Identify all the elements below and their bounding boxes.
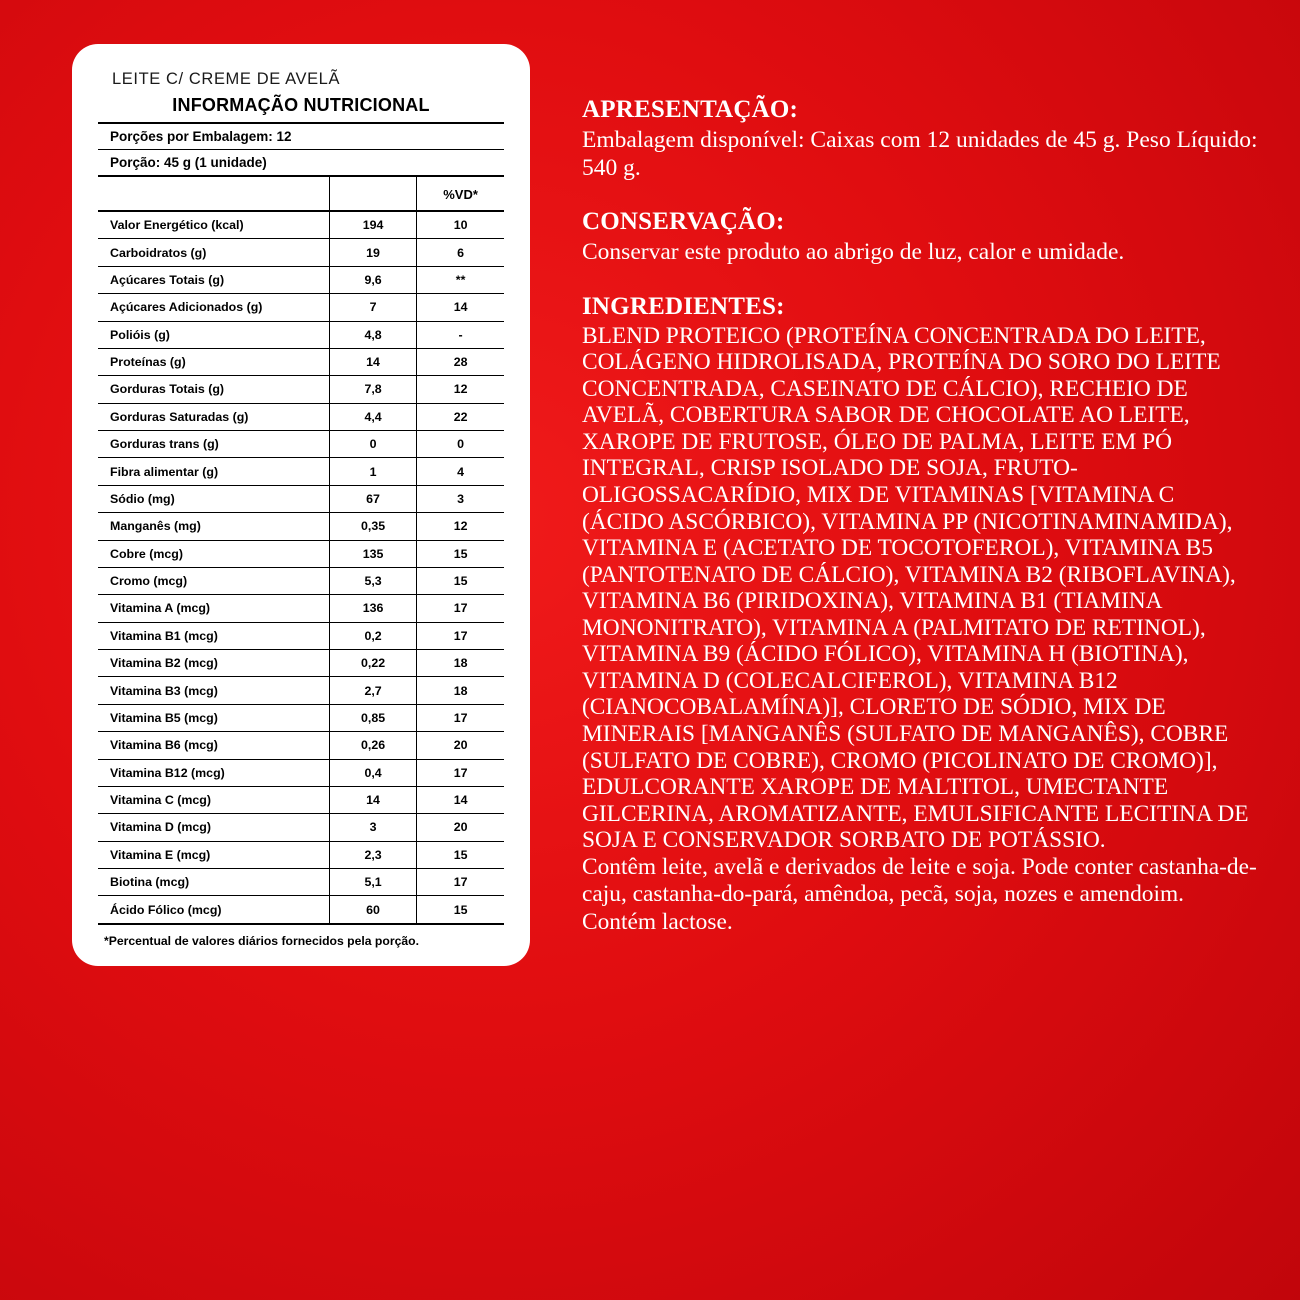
nutrient-name: Ácido Fólico (mcg) [98,896,329,924]
nutrition-table [98,177,504,925]
nutrient-amount: 4,4 [329,403,416,430]
nutrient-name: Vitamina E (mcg) [98,841,329,868]
nutrient-name: Vitamina D (mcg) [98,814,329,841]
table-row [98,650,504,677]
nutrient-vd: 12 [417,513,504,540]
table-row [98,677,504,704]
nutrition-facts-panel [72,44,530,966]
table-row [98,348,504,375]
nutrient-vd: 20 [417,814,504,841]
nutrient-amount: 60 [329,896,416,924]
table-row [98,759,504,786]
ingredients-heading: INGREDIENTES: [582,292,785,320]
nutrient-amount: 14 [329,348,416,375]
column-header-nutrient [98,177,329,211]
nutrient-amount: 136 [329,595,416,622]
nutrient-name: Sódio (mg) [98,485,329,512]
table-row [98,458,504,485]
nutrient-vd: 22 [417,403,504,430]
nutrient-amount: 194 [329,211,416,239]
nutrient-name: Manganês (mg) [98,513,329,540]
nutrient-vd: 14 [417,786,504,813]
table-row [98,814,504,841]
nutrient-amount: 2,3 [329,841,416,868]
nutrient-amount: 0 [329,431,416,458]
nutrient-name: Açúcares Totais (g) [98,266,329,293]
table-row [98,869,504,896]
table-row [98,622,504,649]
nutrient-amount: 5,3 [329,567,416,594]
nutrient-amount: 0,35 [329,513,416,540]
nutrient-name: Polióis (g) [98,321,329,348]
nutrient-amount: 1 [329,458,416,485]
nutrient-name: Vitamina A (mcg) [98,595,329,622]
nutrient-name: Proteínas (g) [98,348,329,375]
nutrient-vd: 18 [417,677,504,704]
nutrition-footnote: *Percentual de valores diários fornecidos pela porção. [104,933,419,948]
conservation-body: Conservar este produto ao abrigo de luz, calor e umidade. [582,239,1125,266]
nutrient-amount: 19 [329,239,416,266]
nutrient-name: Vitamina B2 (mcg) [98,650,329,677]
table-header-row [98,177,504,211]
nutrient-vd: 17 [417,704,504,731]
nutrient-name: Cobre (mcg) [98,540,329,567]
nutrient-amount: 135 [329,540,416,567]
nutrient-name: Açúcares Adicionados (g) [98,294,329,321]
table-row [98,595,504,622]
nutrient-vd: 14 [417,294,504,321]
nutrient-vd: 0 [417,431,504,458]
nutrient-name: Vitamina B6 (mcg) [98,732,329,759]
nutrient-vd: 15 [417,841,504,868]
nutrient-vd: 3 [417,485,504,512]
table-row [98,376,504,403]
nutrient-amount: 0,26 [329,732,416,759]
nutrient-vd: 6 [417,239,504,266]
nutrition-title: INFORMAÇÃO NUTRICIONAL [98,95,504,124]
nutrient-amount: 9,6 [329,266,416,293]
table-row [98,485,504,512]
nutrient-name: Biotina (mcg) [98,869,329,896]
nutrient-vd: ** [417,266,504,293]
nutrient-name: Fibra alimentar (g) [98,458,329,485]
nutrient-vd: 15 [417,567,504,594]
nutrient-vd: 12 [417,376,504,403]
nutrition-table-body [98,211,504,924]
table-row [98,513,504,540]
nutrient-name: Vitamina C (mcg) [98,786,329,813]
table-row [98,732,504,759]
nutrient-vd: 28 [417,348,504,375]
serving-size: Porção: 45 g (1 unidade) [98,150,504,177]
conservation-heading: CONSERVAÇÃO: [582,208,785,236]
nutrient-name: Gorduras Totais (g) [98,376,329,403]
nutrient-vd: 17 [417,759,504,786]
table-row [98,431,504,458]
table-row [98,704,504,731]
nutrient-amount: 5,1 [329,869,416,896]
nutrient-amount: 3 [329,814,416,841]
nutrient-amount: 0,2 [329,622,416,649]
nutrient-vd: 17 [417,869,504,896]
nutrient-amount: 4,8 [329,321,416,348]
servings-per-package: Porções por Embalagem: 12 [98,124,504,150]
nutrient-amount: 0,4 [329,759,416,786]
allergen-statement: Contêm leite, avelã e derivados de leite e soja. Pode conter castanha-de-caju, castanha-do-pará, amêndoa, pecã, soja, nozes e amendoim. Contém lactose. [582,853,1257,936]
nutrient-name: Gorduras trans (g) [98,431,329,458]
nutrient-vd: 17 [417,622,504,649]
nutrient-vd: 20 [417,732,504,759]
column-header-vd: %VD* [417,177,504,211]
product-name: LEITE C/ CREME DE AVELÃ [112,70,341,88]
nutrient-vd: 15 [417,540,504,567]
spacer-1 [582,182,1260,208]
presentation-body: Embalagem disponível: Caixas com 12 unidades de 45 g. Peso Líquido: 540 g. [582,127,1258,182]
nutrient-amount: 7,8 [329,376,416,403]
nutrient-name: Carboidratos (g) [98,239,329,266]
nutrient-amount: 0,85 [329,704,416,731]
column-header-amount [329,177,416,211]
nutrient-vd: 15 [417,896,504,924]
presentation-heading: APRESENTAÇÃO: [582,96,799,123]
table-row [98,266,504,293]
nutrient-name: Vitamina B12 (mcg) [98,759,329,786]
table-row [98,403,504,430]
nutrient-name: Vitamina B5 (mcg) [98,704,329,731]
table-row [98,841,504,868]
nutrient-amount: 2,7 [329,677,416,704]
nutrient-amount: 0,22 [329,650,416,677]
table-row [98,896,504,924]
nutrient-name: Vitamina B1 (mcg) [98,622,329,649]
table-row [98,294,504,321]
nutrition-table-head [98,177,504,211]
nutrient-vd: 18 [417,650,504,677]
nutrient-name: Vitamina B3 (mcg) [98,677,329,704]
table-row [98,321,504,348]
nutrient-name: Gorduras Saturadas (g) [98,403,329,430]
nutrient-amount: 7 [329,294,416,321]
nutrient-vd: 17 [417,595,504,622]
ingredients-body: BLEND PROTEICO (PROTEÍNA CONCENTRADA DO LEITE, COLÁGENO HIDROLISADA, PROTEÍNA DO SORO DO LEITE CONCENTRADA, CASEINATO DE CÁLCIO), RECHEIO DE AVELÃ, COBERTURA SABOR DE CHOCOLATE AO LEITE, XAROPE DE FRUTOSE, ÓLEO DE PALMA, LEITE EM PÓ INTEGRAL, CRISP ISOLADO DE SOJA, FRUTO-OLIGOSSACARÍDIO, MIX DE VITAMINAS [VITAMINA C (ÁCIDO ASCÓRBICO), VITAMINA PP (NICOTINAMINAMIDA), VITAMINA E (ACETATO DE TOCOTOFEROL), VITAMINA B5 (PANTOTENATO DE CÁLCIO), VITAMINA B2 (RIBOFLAVINA), VITAMINA B6 (PIRIDOXINA), VITAMINA B1 (TIAMINA MONONITRATO), VITAMINA A (PALMITATO DE RETINOL), VITAMINA B9 (ÁCIDO FÓLICO), VITAMINA H (BIOTINA), VITAMINA D (COLECALCIFEROL), VITAMINA B12 (CIANOCOBALAMÍNA)], CLORETO DE SÓDIO, MIX DE MINERAIS [MANGANÊS (SULFATO DE MANGANÊS), COBRE (SULFATO DE COBRE), CROMO (PICOLINATO DE CROMO)], EDULCORANTE XAROPE DE MALTITOL, UMECTANTE GILCERINA, AROMATIZANTE, EMULSIFICANTE LECITINA DE SOJA E CONSERVADOR SORBATO DE POTÁSSIO. [582,322,1249,854]
nutrient-amount: 67 [329,485,416,512]
product-info-column [582,44,1260,1256]
nutrient-name: Cromo (mcg) [98,567,329,594]
table-row [98,211,504,239]
nutrient-vd: - [417,321,504,348]
nutrient-amount: 14 [329,786,416,813]
table-row [98,567,504,594]
table-row [98,786,504,813]
nutrient-vd: 10 [417,211,504,239]
table-row [98,239,504,266]
spacer-2 [582,267,1260,293]
nutrient-name: Valor Energético (kcal) [98,211,329,239]
table-row [98,540,504,567]
nutrient-vd: 4 [417,458,504,485]
